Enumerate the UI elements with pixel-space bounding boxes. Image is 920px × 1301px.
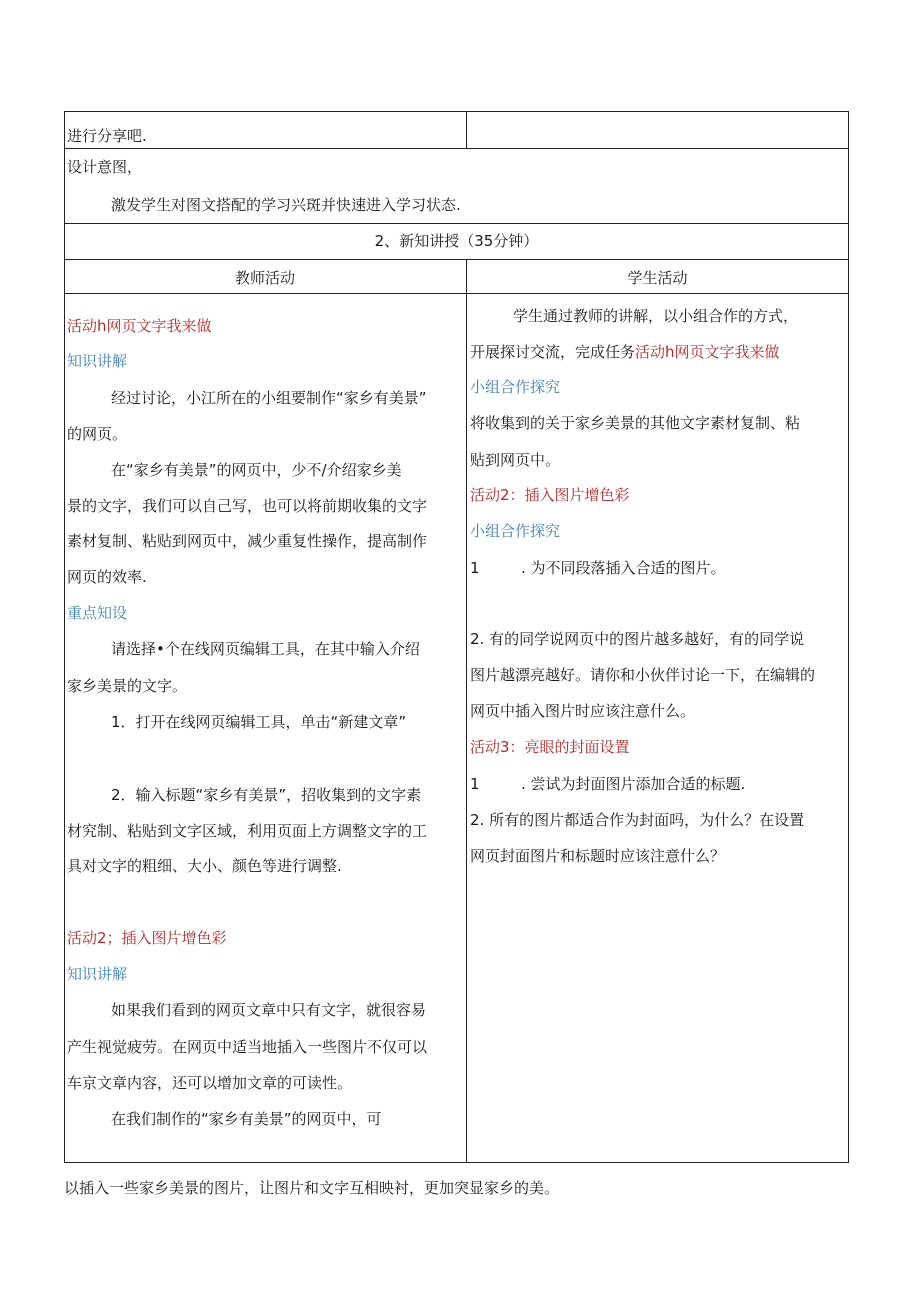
teacher-paragraph: 请选择•个在线网页编辑工具，在其中输入介绍 — [111, 640, 420, 658]
student-task: . 尝试为封面图片添加合适的标题. — [521, 775, 746, 793]
continuation-text: 以插入一些家乡美景的图片，让图片和文字互相映衬，更加突显家乡的美。 — [64, 1179, 560, 1197]
teacher-step-2: 材究制、粘贴到文字区域，利用页面上方调整文字的工 — [67, 822, 428, 840]
teacher-key-label: 重点知设 — [67, 604, 128, 622]
teacher-paragraph: 素材复制、粘贴到网页中，减少重复性操作，提高制作 — [67, 532, 428, 550]
student-task: 2. 有的同学说网页中的图片越多越好，有的同学说 — [470, 630, 805, 648]
column-divider — [466, 259, 467, 1163]
teacher-knowledge-label: 知识讲解 — [67, 965, 128, 983]
teacher-paragraph: 如果我们看到的网页文章中只有文字，就很容易 — [111, 1001, 427, 1019]
teacher-knowledge-label: 知识讲解 — [67, 352, 128, 370]
teacher-step-2: 具对文字的粗细、大小、颜色等进行调整. — [67, 857, 342, 875]
student-task-number: 1 — [470, 775, 480, 793]
student-task: 网页中插入图片时应该注意什么。 — [470, 702, 696, 720]
student-explore-label: 小组合作探究 — [470, 378, 561, 396]
row-divider — [64, 148, 849, 149]
student-task: . 为不同段落插入合适的图片。 — [521, 559, 726, 577]
teacher-paragraph: 经过讨论，小江所在的小组要制作“家乡有美景” — [111, 389, 427, 407]
teacher-paragraph: 产生视觉疲劳。在网页中适当地插入一些图片不仅可以 — [67, 1038, 428, 1056]
teacher-paragraph: 在我们制作的“家乡有美景”的网页中，可 — [111, 1110, 382, 1128]
teacher-activity2-title: 活动2；插入图片增色彩 — [67, 929, 227, 947]
teacher-paragraph: 的网页。 — [67, 425, 128, 443]
student-intro — [470, 342, 780, 362]
student-task: 贴到网页中。 — [470, 451, 561, 469]
student-column-header: 学生活动 — [627, 269, 688, 287]
top-left-cell-text: 进行分享吧. — [67, 127, 147, 145]
column-divider — [466, 111, 467, 148]
teacher-column-header: 教师活动 — [234, 269, 295, 287]
student-intro-text: 开展探讨交流，完成任务 — [470, 343, 636, 361]
teacher-paragraph: 网页的效率. — [67, 568, 147, 586]
teacher-step-2: 2．输入标题“家乡有美景”，招收集到的文字素 — [111, 786, 422, 804]
student-task: 网页封面图片和标题时应该注意什么？ — [470, 847, 726, 865]
teacher-step-1: 1．打开在线网页编辑工具，单击“新建文章” — [111, 713, 407, 731]
teacher-paragraph: 在“家乡有美景”的网页中，少不/介绍家乡美 — [111, 461, 402, 479]
student-explore-label: 小组合作探究 — [470, 522, 561, 540]
student-task-number: 1 — [470, 559, 480, 577]
teacher-paragraph: 景的文字，我们可以自己写，也可以将前期收集的文字 — [67, 497, 428, 515]
student-task: 2. 所有的图片都适合作为封面吗，为什么？在设置 — [470, 811, 805, 829]
teacher-activity1-title: 活动h网页文字我来做 — [67, 317, 212, 335]
design-intent-text: 激发学生对图文搭配的学习兴斑并快速进入学习状态. — [111, 196, 461, 214]
student-task: 图片越漂亮越好。请你和小伙伴讨论一下，在编辑的 — [470, 666, 816, 684]
student-intro: 学生通过教师的讲解，以小组合作的方式， — [513, 307, 799, 325]
row-divider — [64, 293, 849, 294]
student-activity2-title: 活动2：插入图片增色彩 — [470, 486, 630, 504]
row-divider — [64, 223, 849, 224]
student-task: 将收集到的关于家乡美景的其他文字素材复制、粘 — [470, 414, 801, 432]
row-divider — [64, 259, 849, 260]
teacher-paragraph: 车京文章内容，还可以增加文章的可读性。 — [67, 1074, 353, 1092]
student-activity3-title: 活动3：亮眼的封面设置 — [470, 738, 630, 756]
student-intro-activity: 活动h网页文字我来做 — [635, 343, 780, 361]
design-intent-label: 设计意图， — [67, 158, 143, 176]
teacher-paragraph: 家乡美景的文字。 — [67, 677, 188, 695]
section-header: 2、新知讲授（35分钟） — [374, 232, 539, 250]
